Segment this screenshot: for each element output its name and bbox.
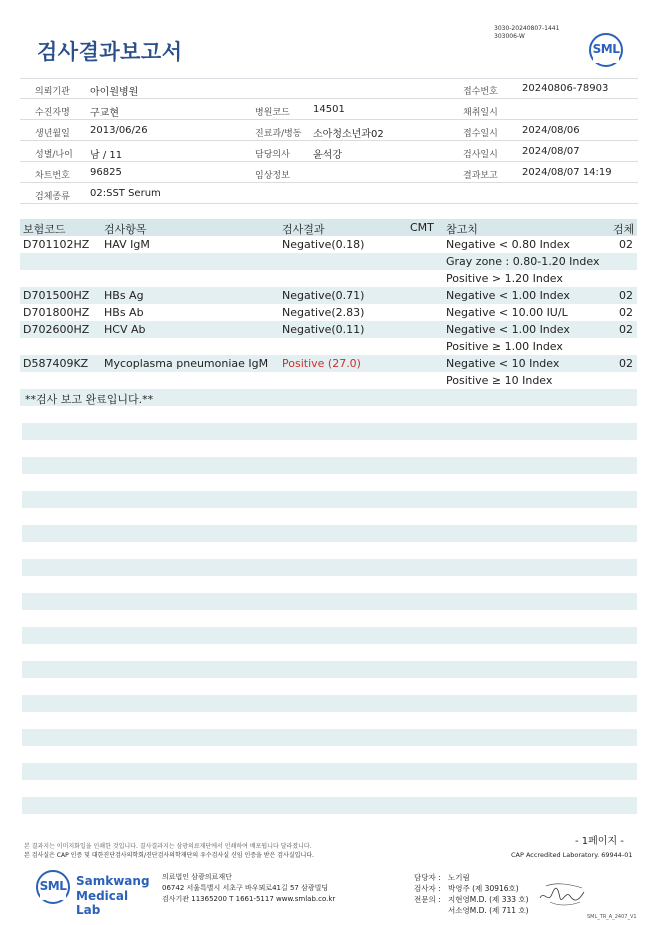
info-row bbox=[20, 183, 638, 204]
header-reference: 참고치 bbox=[446, 223, 478, 236]
info-row bbox=[20, 120, 638, 141]
reference-range: Positive > 1.20 Index bbox=[446, 272, 563, 285]
footer-note-image: 본 결과지는 이미지화일을 인쇄한 것입니다. 결사결과지는 삼광의료재단에서 인쇄하여 배포됩니다 달라졌니다. bbox=[24, 843, 312, 850]
reference-range: Negative < 10 Index bbox=[446, 357, 560, 370]
reference-range: Negative < 0.80 Index bbox=[446, 238, 570, 251]
info-value: 2024/08/07 14:19 bbox=[522, 167, 612, 178]
info-value: 2024/08/07 bbox=[522, 146, 580, 157]
empty-row-band bbox=[22, 797, 637, 814]
header-cmt: CMT bbox=[410, 221, 434, 234]
result-row bbox=[20, 236, 637, 253]
empty-row-band bbox=[22, 729, 637, 746]
empty-row-band bbox=[22, 559, 637, 576]
document-code-line: 303006-W bbox=[494, 33, 525, 40]
report-title: 검사결과보고서 bbox=[37, 40, 183, 64]
completion-note-row bbox=[20, 389, 637, 406]
test-code: D701800HZ bbox=[23, 306, 90, 319]
org-name-line1: Samkwang bbox=[76, 874, 150, 888]
test-item: Mycoplasma pneumoniae IgM bbox=[104, 357, 269, 370]
info-value: 02:SST Serum bbox=[90, 188, 161, 199]
completion-note: **검사 보고 완료입니다.** bbox=[25, 393, 154, 406]
test-code: D701500HZ bbox=[23, 289, 90, 302]
info-value: 2024/08/06 bbox=[522, 125, 580, 136]
info-label: 담당의사 bbox=[255, 150, 290, 160]
header-result: 검사결과 bbox=[282, 223, 325, 236]
reference-range: Gray zone : 0.80-1.20 Index bbox=[446, 255, 600, 268]
empty-row-band bbox=[22, 763, 637, 780]
info-value: 구교현 bbox=[90, 108, 119, 119]
specimen-code: 02 bbox=[619, 289, 633, 302]
empty-row-band bbox=[22, 627, 637, 644]
test-code: D587409KZ bbox=[23, 357, 89, 370]
empty-row-band bbox=[22, 491, 637, 508]
test-code: D701102HZ bbox=[23, 238, 90, 251]
reference-range: Negative < 10.00 IU/L bbox=[446, 306, 568, 319]
specimen-code: 02 bbox=[619, 306, 633, 319]
address-line: 검사기관 11365200 T 1661-5117 www.smlab.co.kr bbox=[162, 895, 336, 903]
test-result: Positive (27.0) bbox=[282, 357, 361, 370]
test-result: Negative(0.71) bbox=[282, 289, 365, 302]
empty-row-band bbox=[22, 423, 637, 440]
info-row bbox=[20, 141, 638, 162]
org-name-line2: Medical Lab bbox=[76, 889, 129, 917]
info-value: 윤석강 bbox=[313, 150, 342, 161]
test-result: Negative(2.83) bbox=[282, 306, 365, 319]
header-specimen: 검체 bbox=[613, 223, 635, 236]
result-row bbox=[20, 304, 637, 321]
signature-image bbox=[536, 880, 588, 910]
test-result: Negative(0.11) bbox=[282, 323, 365, 336]
reference-range: Positive ≥ 10 Index bbox=[446, 374, 553, 387]
reference-range: Negative < 1.00 Index bbox=[446, 323, 570, 336]
address-line: 06742 서울특별시 서초구 바우뫼로41길 57 삼광빌딩 bbox=[162, 884, 329, 892]
info-label: 진료과/병동 bbox=[255, 129, 302, 139]
document-code bbox=[494, 25, 559, 41]
result-row bbox=[20, 321, 637, 338]
info-label: 검사일시 bbox=[463, 150, 498, 160]
sml-logo bbox=[589, 33, 623, 67]
info-label: 접수번호 bbox=[463, 87, 498, 97]
staff-entry: 담당자 : 노기림 bbox=[414, 873, 470, 882]
info-label: 임상정보 bbox=[255, 171, 290, 181]
test-code: D702600HZ bbox=[23, 323, 90, 336]
info-value: 96825 bbox=[90, 167, 122, 178]
staff-entry: 서소영M.D. (제 711 호) bbox=[448, 906, 529, 915]
info-row bbox=[20, 162, 638, 183]
staff-entry: 검사자 : 박영주 (제 30916호) bbox=[414, 884, 519, 893]
form-code: SML_TR_A_2407_V1 bbox=[587, 914, 637, 920]
address-line: 의료법인 삼광의료재단 bbox=[162, 873, 232, 881]
info-row bbox=[20, 99, 638, 120]
test-item: HBs Ag bbox=[104, 289, 144, 302]
result-row bbox=[20, 287, 637, 304]
org-address bbox=[162, 872, 335, 905]
empty-row-band bbox=[22, 525, 637, 542]
staff-list bbox=[414, 872, 529, 916]
table-header bbox=[20, 219, 637, 236]
document-code-line: 3030-20240807-1441 bbox=[494, 25, 560, 32]
specimen-code: 02 bbox=[619, 323, 633, 336]
specimen-code: 02 bbox=[619, 357, 633, 370]
result-row bbox=[20, 253, 637, 270]
test-item: HAV IgM bbox=[104, 238, 150, 251]
info-value: 남 / 11 bbox=[90, 150, 123, 161]
specimen-code: 02 bbox=[619, 238, 633, 251]
result-table bbox=[20, 219, 637, 406]
reference-range: Positive ≥ 1.00 Index bbox=[446, 340, 563, 353]
result-row bbox=[20, 270, 637, 287]
info-label: 의뢰기관 bbox=[35, 87, 70, 97]
header-code: 보험코드 bbox=[23, 223, 66, 236]
staff-entry: 전문의 : 지현영M.D. (제 333 호) bbox=[414, 895, 529, 904]
empty-row-band bbox=[22, 457, 637, 474]
info-value: 아이원병원 bbox=[90, 87, 139, 98]
page-number: - 1페이지 - bbox=[575, 836, 624, 847]
info-label: 병원코드 bbox=[255, 108, 290, 118]
logo-mark-text: SML bbox=[39, 879, 67, 893]
patient-info-section bbox=[20, 78, 638, 204]
info-label: 검체종류 bbox=[35, 192, 70, 202]
empty-row-band bbox=[22, 695, 637, 712]
info-value: 소아청소년과02 bbox=[313, 129, 384, 140]
info-label: 성별/나이 bbox=[35, 150, 73, 160]
empty-row-band bbox=[22, 661, 637, 678]
info-label: 채취일시 bbox=[463, 108, 498, 118]
test-item: HBs Ab bbox=[104, 306, 144, 319]
info-label: 수진자명 bbox=[35, 108, 70, 118]
info-row bbox=[20, 78, 638, 99]
result-row bbox=[20, 338, 637, 355]
result-row bbox=[20, 372, 637, 389]
test-result: Negative(0.18) bbox=[282, 238, 365, 251]
info-value: 20240806-78903 bbox=[522, 83, 609, 94]
info-label: 차트번호 bbox=[35, 171, 70, 181]
samkwang-logo bbox=[36, 869, 156, 917]
result-row bbox=[20, 355, 637, 372]
info-label: 결과보고 bbox=[463, 171, 498, 181]
cap-accreditation: CAP Accredited Laboratory. 69944-01 bbox=[511, 851, 633, 859]
footer-note-certification: 본 검사실은 CAP 인증 및 대한진단검사의학회/진단검사의학재단의 우수검사실 신임 인증을 받은 검사실입니다. bbox=[24, 852, 314, 859]
info-label: 생년월일 bbox=[35, 129, 70, 139]
test-item: HCV Ab bbox=[104, 323, 146, 336]
logo-mark-text: SML bbox=[592, 42, 620, 56]
info-value: 2013/06/26 bbox=[90, 125, 148, 136]
header-item: 검사항목 bbox=[104, 223, 147, 236]
empty-row-band bbox=[22, 593, 637, 610]
info-value: 14501 bbox=[313, 104, 345, 115]
info-label: 접수일시 bbox=[463, 129, 498, 139]
reference-range: Negative < 1.00 Index bbox=[446, 289, 570, 302]
